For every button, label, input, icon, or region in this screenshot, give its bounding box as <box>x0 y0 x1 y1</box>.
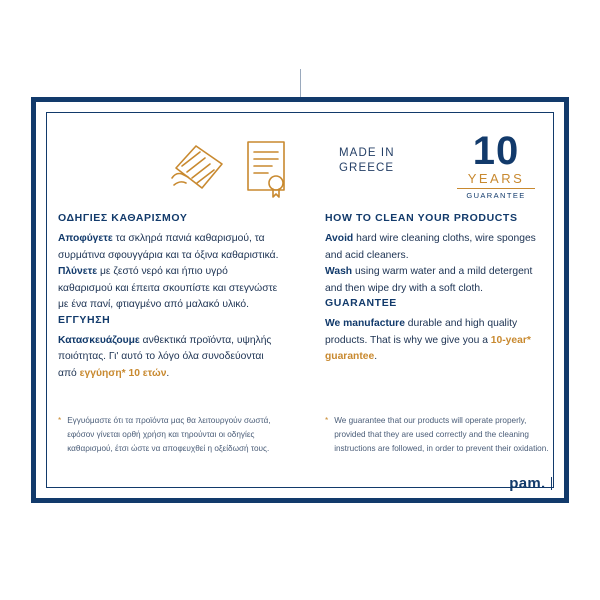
badge-guarantee-label: GUARANTEE <box>466 191 526 200</box>
english-guarantee-end: . <box>374 351 378 362</box>
guarantee-badge <box>450 129 542 200</box>
english-guarantee-title: GUARANTEE <box>325 297 397 309</box>
greek-cleaning-p1-rest: τα σκληρά πανιά καθαρισμού, τα συρμάτινα σφουγγάρια και τα όξινα καθαριστικά. <box>58 233 279 261</box>
certificate-icon <box>240 138 292 205</box>
english-cleaning-p1-strong: Avoid <box>325 233 354 244</box>
illustration-icons <box>170 138 292 205</box>
english-footnote <box>325 414 558 456</box>
greek-cleaning-paragraph-1 <box>58 231 281 264</box>
greek-cleaning-p2-strong: Πλύνετε <box>58 266 98 277</box>
english-cleaning-p1-rest: hard wire cleaning cloths, wire sponges and acid cleaners. <box>325 233 536 261</box>
content-columns <box>36 102 574 508</box>
greek-guarantee-paragraph <box>58 333 281 383</box>
english-footnote-text: We guarantee that our products will operate properly, provided that they are used correctly and the cleaning instructions are followed, in order to prevent their oxidation. <box>334 416 549 453</box>
english-cleaning-paragraph-2 <box>325 264 552 297</box>
english-cleaning-p2-strong: Wash <box>325 266 353 277</box>
made-in-greece <box>339 146 395 176</box>
greek-cleaning-p1-strong: Αποφύγετε <box>58 233 113 244</box>
badge-number: 10 <box>472 129 520 173</box>
brand-logo-text: pam. <box>509 475 546 492</box>
greek-cleaning-title: ΟΔΗΓΙΕΣ ΚΑΘΑΡΙΣΜΟΥ <box>58 212 188 224</box>
english-cleaning-p2-rest: using warm water and a mild detergent and then wipe dry with a soft cloth. <box>325 266 533 294</box>
header-area <box>325 120 552 212</box>
greek-footnote <box>58 414 287 456</box>
illustration-area <box>58 120 281 212</box>
english-cleaning-title: HOW TO CLEAN YOUR PRODUCTS <box>325 212 518 224</box>
greek-guarantee-mid: ανθεκτικά προϊόντα, υψηλής ποιότητας. Γι' αυτό το λόγο όλα συνοδεύονται από <box>58 334 272 379</box>
greek-guarantee-highlight: εγγύηση* 10 ετών <box>79 367 167 379</box>
badge-years: YEARS <box>467 171 525 186</box>
english-guarantee-paragraph <box>325 316 552 366</box>
greek-guarantee-strong: Κατασκευάζουμε <box>58 334 140 346</box>
greek-footnote-star: * <box>58 416 62 425</box>
english-guarantee-strong: We manufacture <box>325 318 405 329</box>
greek-guarantee-end: . <box>166 367 170 379</box>
cleaning-hand-icon <box>170 138 230 201</box>
card-frame <box>31 97 569 503</box>
greek-cleaning-paragraph-2 <box>58 264 281 314</box>
english-footnote-star: * <box>325 416 329 425</box>
greek-footnote-text: Εγγυόμαστε ότι τα προϊόντα μας θα λειτουργούν σωστά, εφόσον γίνεται ορθή χρήση και τηρούνται οι οδηγίες καθαρισμού, έτσι ώστε να αποφευχθεί η οξείδωσή τους. <box>67 416 271 453</box>
english-cleaning-paragraph-1 <box>325 231 552 264</box>
made-in-line2: GREECE <box>339 162 395 174</box>
english-guarantee-highlight: 10-year* guarantee <box>325 334 531 362</box>
made-in-line1: MADE IN <box>339 147 395 159</box>
column-greek <box>36 102 305 508</box>
badge-rule <box>457 188 535 189</box>
column-english <box>305 102 574 508</box>
brand-logo-bar <box>551 477 553 490</box>
brand-logo <box>509 475 552 492</box>
greek-cleaning-p2-rest: με ζεστό νερό και ήπιο υγρό καθαρισμού και έπειτα σκουπίστε και στεγνώστε με ένα πανί, φτιαγμένο από μαλακό υλικό. <box>58 266 278 310</box>
greek-guarantee-title: ΕΓΓΥΗΣΗ <box>58 313 111 326</box>
english-guarantee-mid: durable and high quality products. That is why we give you a <box>325 318 518 346</box>
